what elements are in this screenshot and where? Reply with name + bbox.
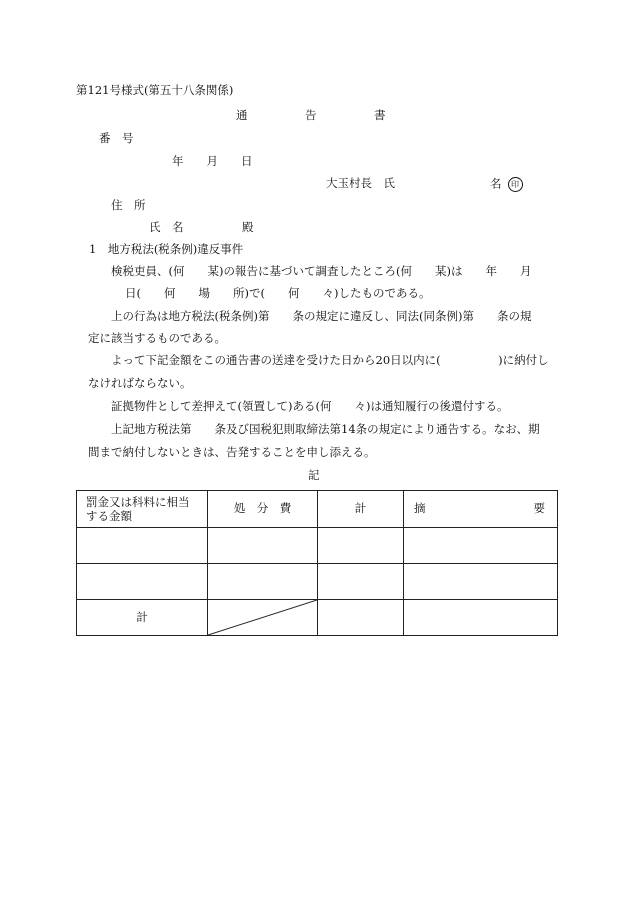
fine-amount-cell[interactable] [77, 564, 208, 600]
total-row-label: 計 [77, 600, 208, 636]
number-label: 番 号 [99, 131, 134, 145]
table-header-row [77, 491, 558, 528]
diagonal-strike-line [208, 600, 317, 635]
remarks-cell[interactable] [404, 564, 558, 600]
issuer-title: 大玉村長 氏 [326, 176, 395, 190]
total-remarks-cell[interactable] [404, 600, 558, 636]
paragraph-5-line-1: 上記地方税法第 条及び国税犯則取締法第14条の規定により通告する。なお、期 [111, 422, 540, 436]
penalty-table [76, 490, 558, 636]
header-fine-amount: 罰金又は科料に相当 する金額 [77, 491, 208, 528]
addressee-name-label: 氏 名 [149, 220, 184, 234]
case-title: 1 地方税法(税条例)違反事件 [89, 242, 244, 256]
paragraph-2-line-1: 上の行為は地方税法(税条例)第 条の規定に違反し、同法(同条例)第 条の規 [111, 309, 532, 323]
disposal-cost-cell[interactable] [208, 564, 318, 600]
header-remarks: 摘 要 [404, 491, 558, 528]
paragraph-2-line-2: 定に該当するものである。 [88, 331, 226, 345]
issuer-name-line [490, 177, 523, 192]
seal-stamp: 印 [508, 177, 523, 192]
header-total: 計 [318, 491, 404, 528]
issuer-name-label: 名 [490, 176, 502, 191]
table-total-row [77, 600, 558, 636]
date-line: 年 月 日 [172, 154, 253, 168]
disposal-cost-cell[interactable] [208, 528, 318, 564]
honorific: 殿 [242, 220, 254, 234]
fine-amount-cell[interactable] [77, 528, 208, 564]
form-number: 第121号様式(第五十八条関係) [76, 83, 234, 97]
header-disposal-cost: 処 分 費 [208, 491, 318, 528]
total-cell[interactable] [318, 528, 404, 564]
paragraph-3-line-2: なければならない。 [88, 376, 192, 390]
paragraph-1-line-2: 日( 何 場 所)で( 何 々)したものである。 [125, 286, 431, 300]
crossed-out-cell [208, 600, 318, 636]
paragraph-5-line-2: 間まで納付しないときは、告発することを申し添える。 [88, 445, 376, 459]
paragraph-3-line-1: よって下記金額をこの通告書の送達を受けた日から20日以内に( )に納付し [111, 353, 549, 367]
table-row [77, 564, 558, 600]
remarks-cell[interactable] [404, 528, 558, 564]
grand-total-cell[interactable] [318, 600, 404, 636]
paragraph-4: 証拠物件として差押えて(領置して)ある(何 々)は通知履行の後還付する。 [111, 399, 509, 413]
table-row [77, 528, 558, 564]
document-title: 通 告 書 [236, 108, 386, 122]
address-label: 住 所 [111, 198, 146, 212]
ki-heading: 記 [308, 468, 320, 482]
total-cell[interactable] [318, 564, 404, 600]
paragraph-1-line-1: 検税吏員、(何 某)の報告に基づいて調査したところ(何 某)は 年 月 [111, 264, 532, 278]
